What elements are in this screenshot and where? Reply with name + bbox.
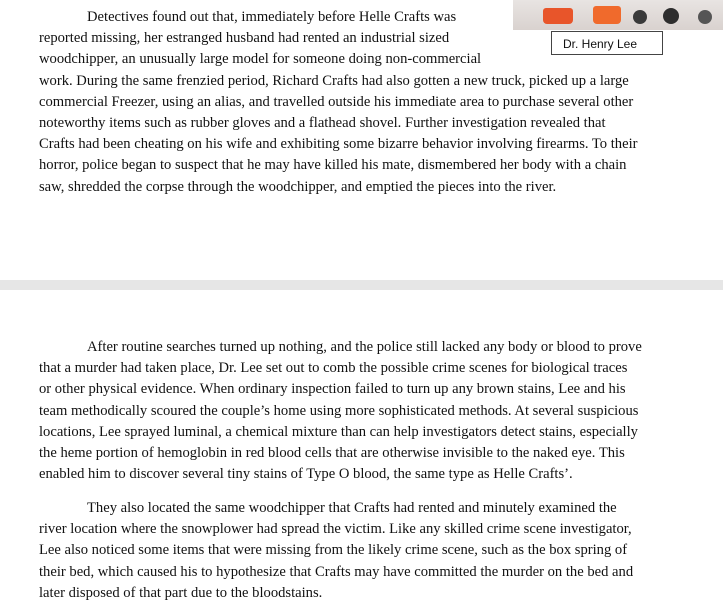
document-page-top [0,0,723,280]
paragraph-line: team methodically scoured the couple’s home using more sophisticated methods. At several suspicious [39,402,639,419]
paragraph-line: that a murder had taken place, Dr. Lee set out to comb the possible crime scenes for biological traces [39,360,628,377]
paragraph-line: work. During the same frenzied period, Richard Crafts had also gotten a new truck, picked up a large [39,72,629,89]
paragraph-2 [39,337,642,485]
page-separator [0,280,723,290]
paragraph-line: They also located the same woodchipper that Crafts had rented and minutely examined the [87,500,617,516]
paragraph-line: horror, police began to suspect that he may have killed his mate, dismembered her body with a chain [39,157,627,174]
paragraph-line: locations, Lee sprayed luminal, a chemical mixture than can help investigators detect stains, especially [39,423,638,440]
paragraph-3 [39,498,633,604]
paragraph-line: their bed, which caused his to hypothesize that Crafts may have committed the murder on the bed and [39,563,634,580]
paragraph-line: Detectives found out that, immediately before Helle Crafts was [87,9,457,25]
paragraph-line: reported missing, her estranged husband had rented an industrial sized [39,30,450,47]
paragraph-line: After routine searches turned up nothing, and the police still lacked any body or blood to prove [87,339,642,355]
paragraph-line: saw, shredded the corpse through the woodchipper, and emptied the pieces into the river. [39,178,557,195]
paragraph-line: the heme portion of hemoglobin in red blood cells that are otherwise invisible to the naked eye. This [39,445,625,462]
paragraph-line: enabled him to discover several tiny stains of Type O blood, the same type as Helle Crafts’. [39,466,573,483]
paragraph-line: river location where the snowplower had spread the victim. Like any skilled crime scene investigator, [39,521,632,538]
paragraph-line: woodchipper, an unusually large model for someone doing non-commercial [39,51,482,68]
paragraph-line: Crafts had been cheating on his wife and exhibiting some bizarre behavior involving firearms. To their [39,136,638,153]
paragraph-1 [39,7,638,198]
paragraph-line: or other physical evidence. When ordinary inspection failed to turn up any brown stains, Lee and his [39,381,626,398]
bottle-cap-shape [698,10,712,24]
bottle-cap-shape [663,8,679,24]
paragraph-line: Lee also noticed some items that were missing from the likely crime scene, such as the box spring of [39,542,628,559]
figure-caption: Dr. Henry Lee [551,31,663,55]
paragraph-line: noteworthy items such as rubber gloves and a flathead shovel. Further investigation revealed that [39,115,606,132]
paragraph-line: later disposed of that part due to the bloodstains. [39,584,323,601]
document-page-bottom [0,290,723,616]
paragraph-line: commercial Freezer, using an alias, and travelled outside his immediate area to purchase several other [39,93,634,110]
